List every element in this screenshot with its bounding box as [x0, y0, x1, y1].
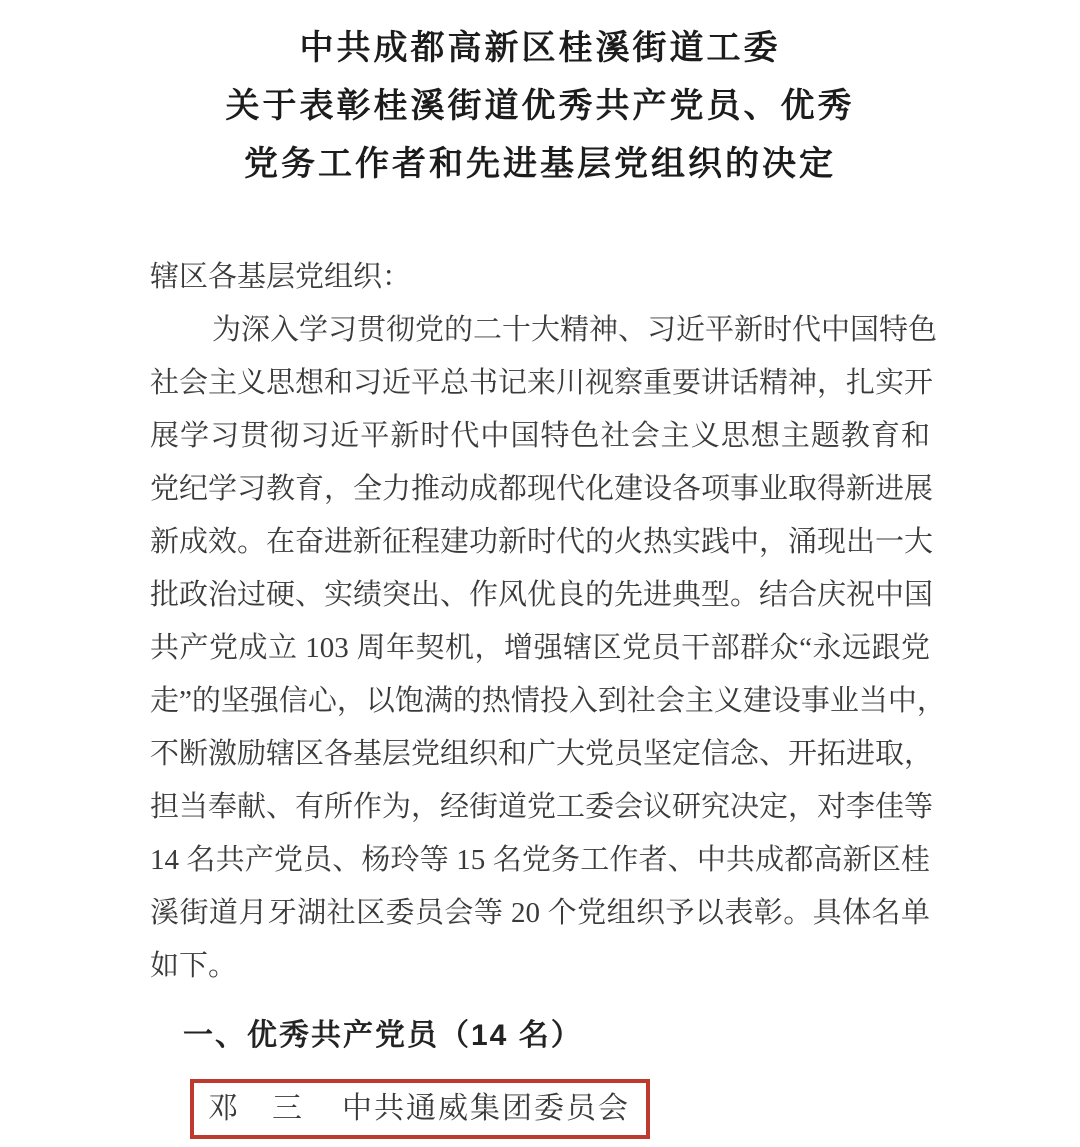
paragraph-line: 14 名共产党员、杨玲等 15 名党务工作者、中共成都高新区桂	[150, 844, 930, 876]
paragraph-line: 不断激励辖区各基层党组织和广大党员坚定信念、开拓进取，	[150, 738, 934, 770]
paragraph-line: 为深入学习贯彻党的二十大精神、习近平新时代中国特色	[212, 314, 938, 346]
document-title-line-1: 中共成都高新区桂溪街道工委	[299, 30, 781, 67]
salutation: 辖区各基层党组织：	[150, 261, 412, 293]
paragraph-line: 溪街道月牙湖社区委员会等 20 个党组织予以表彰。具体名单	[150, 897, 930, 929]
awardee-organization: 中共通威集团委员会	[342, 1092, 630, 1125]
paragraph-line: 新成效。在奋进新征程建功新时代的火热实践中，涌现出一大	[150, 526, 934, 558]
paragraph-line: 社会主义思想和习近平总书记来川视察重要讲话精神，扎实开	[150, 367, 934, 399]
paragraph-line: 展学习贯彻习近平新时代中国特色社会主义思想主题教育和	[150, 420, 930, 452]
body-paragraph	[150, 304, 946, 993]
section-heading-outstanding-party-members: 一、优秀共产党员（14 名）	[183, 1019, 583, 1052]
paragraph-line: 走”的坚强信心，以饱满的热情投入到社会主义建设事业当中，	[150, 685, 946, 717]
paragraph-line: 担当奉献、有所作为，经街道党工委会议研究决定，对李佳等	[150, 791, 934, 823]
document-title	[0, 0, 1080, 194]
highlighted-awardee-box	[190, 1079, 650, 1139]
document-title-line-2: 关于表彰桂溪街道优秀共产党员、优秀	[225, 88, 855, 125]
paragraph-line: 如下。	[150, 950, 238, 982]
document-title-line-3: 党务工作者和先进基层党组织的决定	[244, 146, 836, 183]
awardee-name: 邓 三	[208, 1092, 304, 1125]
paragraph-line: 共产党成立 103 周年契机，增强辖区党员干部群众“永远跟党	[150, 632, 930, 664]
paragraph-line: 党纪学习教育，全力推动成都现代化建设各项事业取得新进展	[150, 473, 934, 505]
paragraph-line: 批政治过硬、实绩突出、作风优良的先进典型。结合庆祝中国	[150, 579, 934, 611]
